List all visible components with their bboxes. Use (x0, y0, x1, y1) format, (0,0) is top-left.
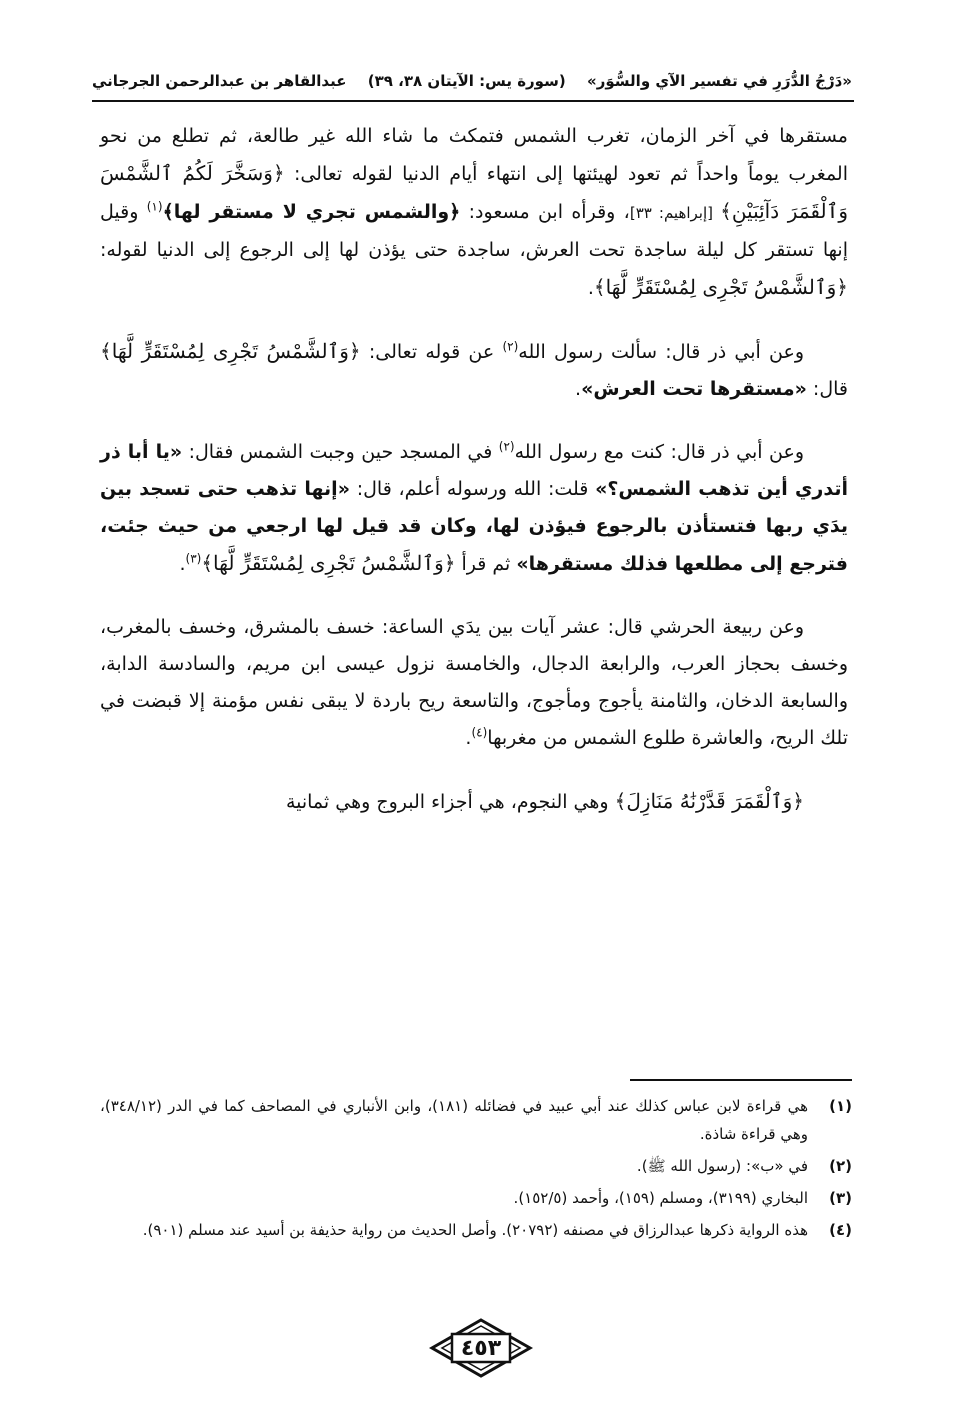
footnote-number: (١) (829, 1097, 852, 1115)
text-run: قلت: الله ورسوله أعلم، قال: (349, 478, 596, 500)
text-run: وعن ربيعة الحرشي قال: عشر آيات بين يدَي الساعة: خسف بالمشرق، وخسف بالمغرب، وخسف بحجاز العرب، والرابعة الدجال، والخامسة نزول عيسى ابن مريم، والسادسة الدابة، والسابعة الدخان، والثامنة يأجوج ومأجوج، والتاسعة ريح باردة لا يبقى نفس مؤمنة إلا قبضت في تلك الريح، والعاشرة طلوع الشمس من مغربها (100, 616, 848, 749)
quran-verse: ﴿وَٱلشَّمْسُ تَجْرِى لِمُسْتَقَرٍّ لَّهَا﴾ (100, 339, 361, 363)
paragraph-1 (100, 118, 848, 307)
header-author: عبدالقاهر بن عبدالرحمن الجرجاني (92, 72, 347, 90)
text-run: . (587, 277, 594, 299)
text-run: ، وقرأه ابن مسعود: (460, 201, 630, 223)
hadith-quote: «يا أبا ذر أتدري أين تذهب الشمس؟» (100, 441, 848, 500)
text-run: مستقرها في آخر الزمان، تغرب الشمس فتمكث ما شاء الله غير طالعة، ثم تطلع من نحو المغرب يوماً واحداً ثم تعود لهيئتها إلى انتهاء أيام الدنيا لقوله تعالى: (100, 125, 848, 185)
text-run: عن قوله تعالى: (360, 341, 503, 363)
hadith-quote: «إنها تذهب حتى تسجد بين يدَي ربها فتستأذن بالرجوع فيؤذن لها، وكان قد قيل لها ارجعي من حيث جئت، فترجع إلى مطلعها فذلك مستقرها» (100, 478, 848, 575)
footnote-4 (100, 1216, 852, 1244)
footnote-text: في «ب»: (رسول الله ﷺ). (636, 1157, 808, 1175)
footnote-marker[interactable]: (٢) (502, 339, 519, 354)
main-text (100, 118, 848, 847)
footnote-number: (٣) (829, 1189, 852, 1207)
running-header (92, 66, 852, 96)
footnote-marker[interactable]: (٢) (498, 439, 515, 454)
footnote-2 (100, 1152, 852, 1180)
header-book-title: «دَرْجُ الدُّرَرِ في تفسير الآي والسُّوَر» (587, 72, 852, 90)
page-number-ornament (428, 1318, 534, 1378)
footnote-text: هذه الرواية ذكرها عبدالرزاق في مصنفه (٢٠٧٩٢). وأصل الحديث من رواية حذيفة بن أسيد عند مسلم (٩٠١). (142, 1221, 808, 1239)
hadith-quote: «مستقرها تحت العرش» (581, 378, 807, 400)
paragraph-3 (100, 434, 848, 583)
text-run: وعن أبي ذر قال: كنت مع رسول الله (514, 441, 805, 463)
text-run: في المسجد حين وجبت الشمس فقال: (182, 441, 499, 463)
footnote-marker[interactable]: (١) (146, 199, 163, 214)
footnote-text: البخاري (٣١٩٩)، ومسلم (١٥٩)، وأحمد (١٥٢/٥). (513, 1189, 808, 1207)
header-surah-reference: (سورة يس: الآيتان ٣٨، ٣٩) (367, 72, 566, 90)
paragraph-2 (100, 333, 848, 408)
footnote-1 (100, 1092, 852, 1148)
footnote-marker[interactable]: (٤) (471, 725, 488, 740)
quran-verse: ﴿وَٱلْقَمَرَ قَدَّرْنَٰهُ مَنَازِلَ﴾ (614, 789, 804, 813)
footnote-marker[interactable]: (٣) (185, 551, 202, 566)
page-number: ٤٥٣ (460, 1335, 502, 1361)
variant-reading: ﴿والشمس تجري لا مستقر لها﴾ (162, 201, 461, 223)
footnote-number: (٢) (829, 1157, 852, 1175)
text-run: وقيل إنها تستقر كل ليلة ساجدة تحت العرش، ساجدة حتى يؤذن لها إلى الرجوع إلى الدنيا لقوله: (100, 201, 848, 261)
paragraph-5 (100, 783, 848, 821)
header-divider (92, 100, 854, 102)
text-run: وهي النجوم، هي أجزاء البروج وهي ثمانية (285, 791, 615, 813)
text-run: . (575, 378, 582, 400)
footnote-number: (٤) (829, 1221, 852, 1239)
text-run: ثم قرأ (455, 553, 517, 575)
text-run: قال: (806, 378, 848, 400)
footnote-3 (100, 1184, 852, 1212)
paragraph-4 (100, 609, 848, 757)
quran-verse: ﴿وَٱلشَّمْسُ تَجْرِى لِمُسْتَقَرٍّ لَّهَا﴾ (201, 551, 456, 575)
text-run: وعن أبي ذر قال: سألت رسول الله (518, 341, 805, 363)
footnote-text: هي قراءة لابن عباس كذلك عند أبي عبيد في فضائله (١٨١)، وابن الأنباري في المصاحف كما في الدر (٣٤٨/١٢)، وهي قراءة شاذة. (100, 1097, 808, 1143)
quran-verse: ﴿وَٱلشَّمْسُ تَجْرِى لِمُسْتَقَرٍّ لَّهَا﴾ (593, 275, 848, 299)
verse-reference: [إبراهيم: ٣٣] (629, 204, 721, 222)
text-run: . (465, 727, 472, 749)
footnotes (100, 1092, 852, 1248)
quran-verse: ﴿وَسَخَّرَ لَكُمُ ٱلشَّمْسَ وَٱلْقَمَرَ دَآئِبَيْنِ﴾ (100, 161, 848, 223)
footnote-divider (630, 1079, 852, 1081)
text-run: . (179, 553, 186, 575)
